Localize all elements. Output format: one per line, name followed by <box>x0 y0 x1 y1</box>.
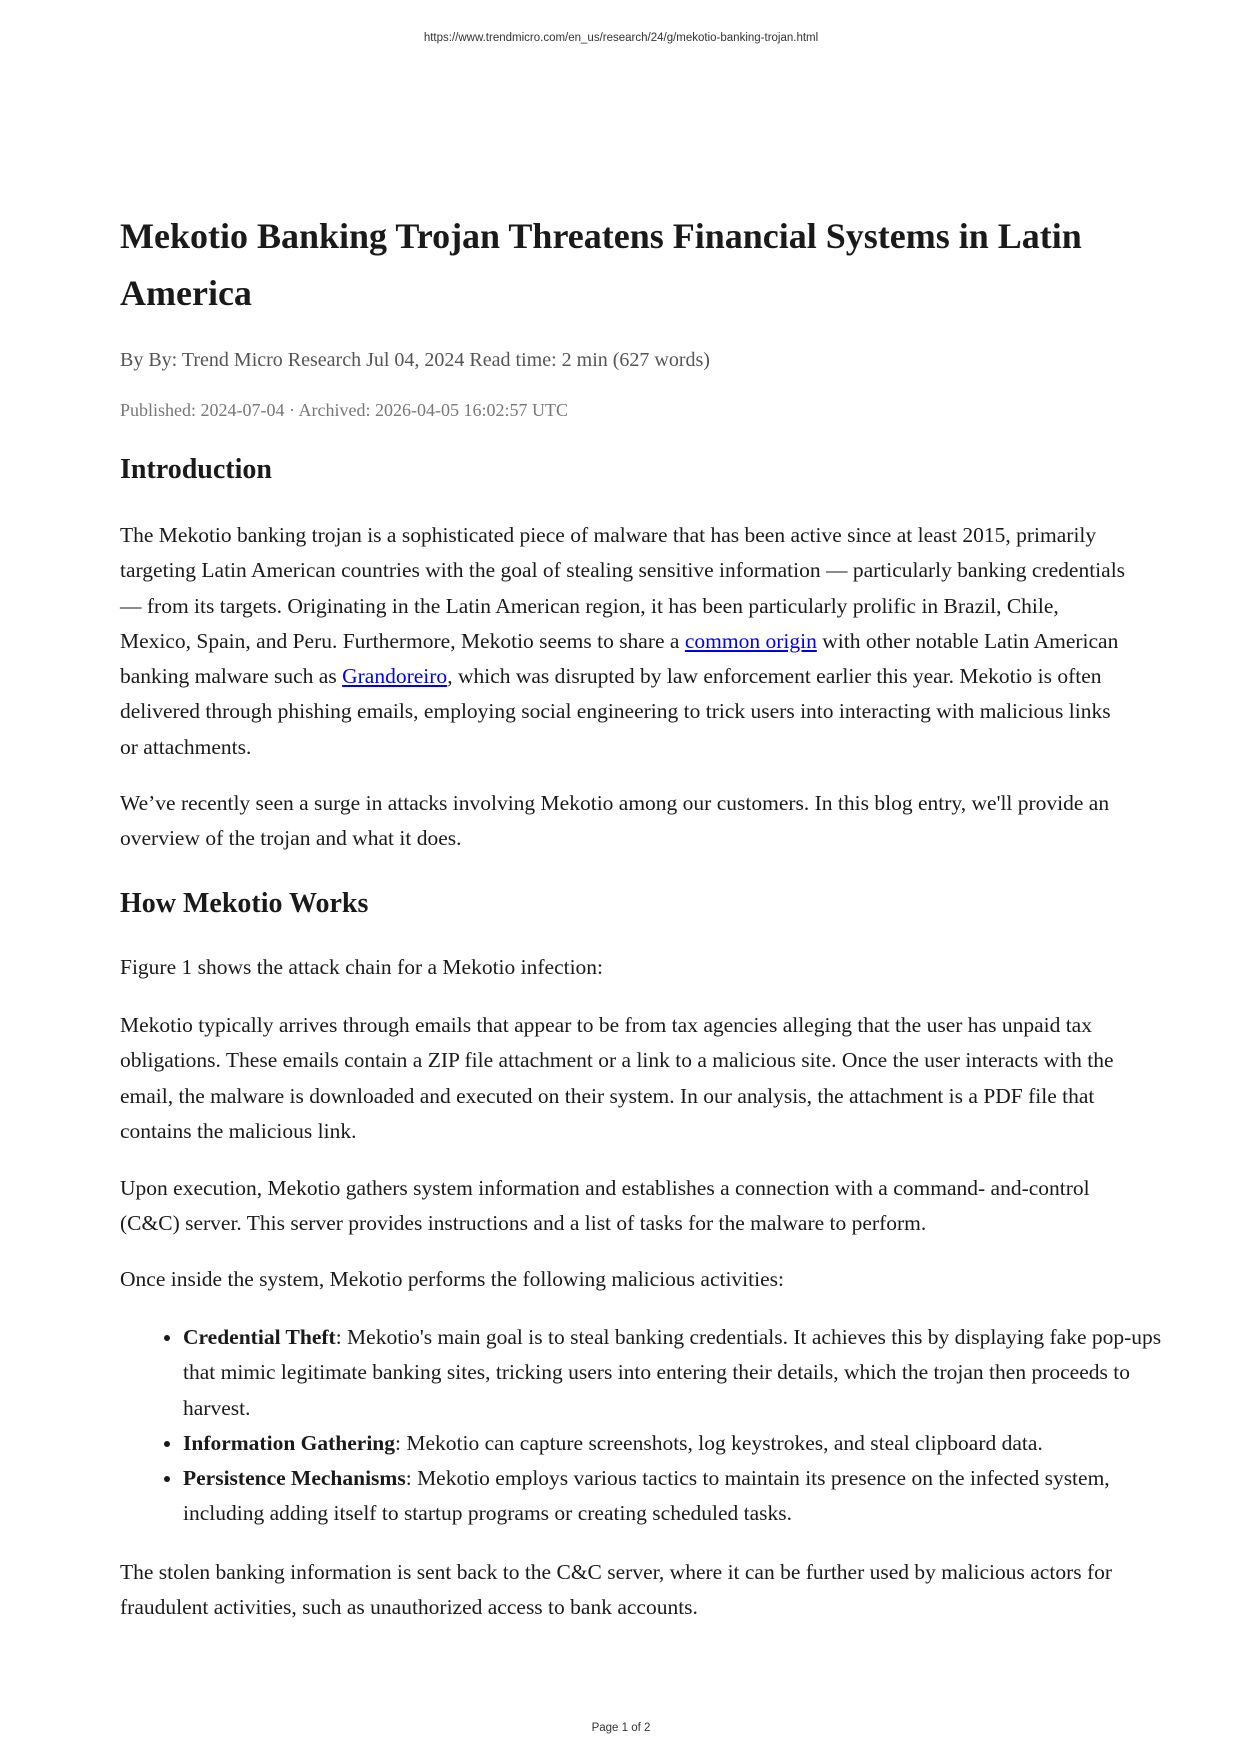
intro-paragraph <box>120 518 1130 765</box>
paragraph: The stolen banking information is sent back to the C&C server, where it can be further used by malicious actors for fraudulent activities, such as unauthorized access to bank accounts. <box>120 1560 1113 1620</box>
published-info: Published: 2024-07-04 · Archived: 2026-04-05 16:02:57 UTC <box>120 400 568 420</box>
page-url: https://www.trendmicro.com/en_us/research/24/g/mekotio-banking-trojan.html <box>423 32 819 44</box>
list-item <box>183 1426 1193 1461</box>
bullet-term: Persistence Mechanisms <box>183 1466 406 1491</box>
how-heading: How Mekotio Works <box>120 888 369 919</box>
paragraph: Upon execution, Mekotio gathers system information and establishes a connection with a command- and-control (C&C) server. This server provides instructions and a list of tasks for the malware to perform. <box>120 1176 1090 1236</box>
paragraph: We’ve recently seen a surge in attacks involving Mekotio among our customers. In this blog entry, we'll provide an overview of the trojan and what it does. <box>120 791 1110 851</box>
text: with other notable Latin American banking malware such as <box>120 628 1119 689</box>
byline: By By: Trend Micro Research Jul 04, 2024 Read time: 2 min (627 words) <box>120 349 710 371</box>
text: , which was disrupted by law enforcement earlier this year. Mekotio is often delivered through phishing emails, employing social engineering to trick users into interacting with malicious links or attachments. <box>120 664 1111 759</box>
bullet-term: Credential Theft <box>183 1325 336 1349</box>
list-item <box>183 1320 1193 1426</box>
page-number: Page 1 of 2 <box>591 1722 651 1734</box>
common-origin-link[interactable]: common origin <box>684 628 817 653</box>
paragraph: Figure 1 shows the attack chain for a Mekotio infection: <box>120 955 604 979</box>
paragraph: Mekotio typically arrives through emails that appear to be from tax agencies alleging that the user has unpaid tax obligations. These emails contain a ZIP file attachment or a link to a malicious site. Once the user interacts with the email, the malware is downloaded and executed on their system. In our analysis, the attachment is a PDF file that contains the malicious link. <box>120 1013 1114 1143</box>
list-item <box>183 1461 1193 1532</box>
bullet-term: Information Gathering <box>183 1430 396 1455</box>
grandoreiro-link[interactable]: Grandoreiro <box>342 664 448 689</box>
bullet-text: : Mekotio's main goal is to steal banking credentials. It achieves this by displaying fake pop-ups that mimic legitimate banking sites, tricking users into entering their details, which the trojan then proceeds to harvest. <box>183 1325 1162 1420</box>
text: The Mekotio banking trojan is a sophisticated piece of malware that has been active since at least 2015, primarily targeting Latin American countries with the goal of stealing sensitive information — particularly banking credentials — from its targets. Originating in the Latin American region, it has been particularly prolific in Brazil, Chile, Mexico, Spain, and Peru. Furthermore, Mekotio seems to share a <box>120 523 1126 653</box>
bullet-text: : Mekotio can capture screenshots, log keystrokes, and steal clipboard data. <box>395 1430 1043 1455</box>
activities-list <box>120 1320 1193 1532</box>
bullet-text: : Mekotio employs various tactics to maintain its presence on the infected system, including adding itself to startup programs or creating scheduled tasks. <box>183 1466 1110 1526</box>
paragraph: Once inside the system, Mekotio performs the following malicious activities: <box>120 1267 784 1291</box>
intro-heading: Introduction <box>120 454 272 485</box>
article-title: Mekotio Banking Trojan Threatens Financial Systems in Latin America <box>120 216 1082 313</box>
